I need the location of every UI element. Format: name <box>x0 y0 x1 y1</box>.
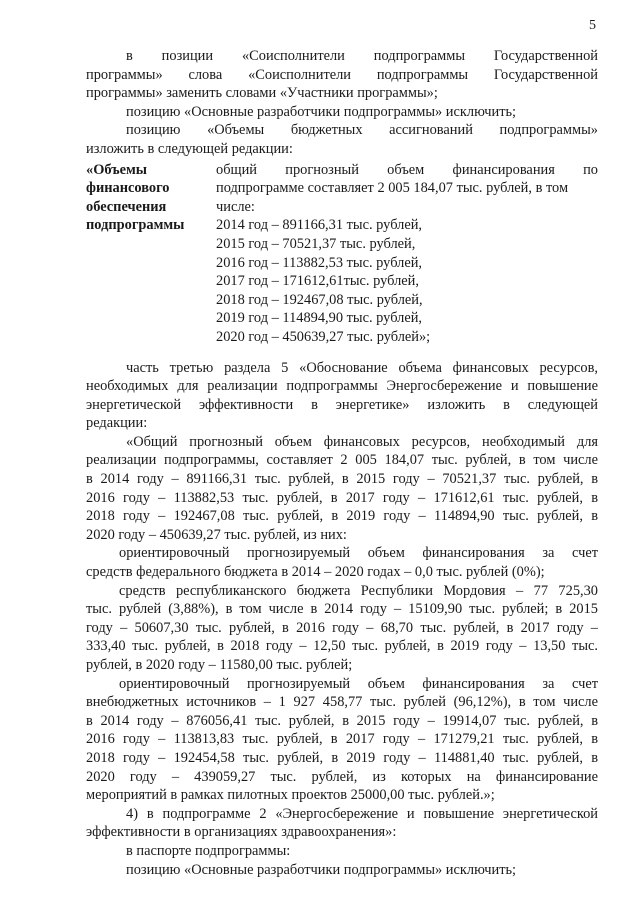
table-value-line: подпрограмме составляет 2 005 184,07 тыс. рублей, в том <box>216 180 569 197</box>
paragraph-line: 333,40 тыс. рублей, в 2018 году – 12,50 тыс. рублей, в 2019 году – 13,50 тыс. <box>86 638 598 655</box>
paragraph-line: необходимых для реализации подпрограммы Энергосбережение и повышение <box>86 378 598 395</box>
document-body <box>86 47 598 879</box>
paragraph-line: энергетической эффективности в энергетике» изложить в следующей <box>86 396 598 413</box>
table-value-line: 2019 год – 114894,90 тыс. рублей, <box>216 310 423 327</box>
intro-section <box>86 47 598 159</box>
table-value-line: 2017 год – 171612,61тыс. рублей, <box>216 273 419 290</box>
paragraph-line: позицию «Объемы бюджетных ассигнований подпрограммы» <box>126 122 598 139</box>
paragraph-line: «Общий прогнозный объем финансовых ресурсов, необходимый для <box>126 433 598 450</box>
paragraph-line: программы» заменить словами «Участники программы»; <box>86 85 438 102</box>
table-value-line: 2014 год – 891166,31 тыс. рублей, <box>216 217 423 234</box>
paragraph-line: ориентировочный прогнозируемый объем финансирования за счет <box>119 545 598 562</box>
paragraph-line: тыс. рублей (3,88%), в том числе в 2014 году – 15109,90 тыс. рублей; в 2015 <box>86 601 598 618</box>
paragraph-line: 2020 году – 450639,27 тыс. рублей, из них: <box>86 526 347 543</box>
paragraph-line: рублей, в 2020 году – 11580,00 тыс. рублей; <box>86 657 353 673</box>
table-label-line: обеспечения <box>86 198 167 215</box>
funding-table-values <box>216 161 598 347</box>
table-label-line: финансового <box>86 180 170 197</box>
paragraph-line: средств федерального бюджета в 2014 – 2020 годах – 0,0 тыс. рублей (0%); <box>86 564 545 581</box>
paragraph-line: внебюджетных источников – 1 927 458,77 тыс. рублей (96,12%), в том числе <box>86 694 598 711</box>
paragraph-line: ориентировочный прогнозируемый объем финансирования за счет <box>119 675 598 692</box>
page-number: 5 <box>589 18 596 33</box>
paragraph-line: в 2014 году – 876056,41 тыс. рублей, в 2015 году – 19914,07 тыс. рублей, в <box>86 712 598 729</box>
table-value-line: 2020 год – 450639,27 тыс. рублей»; <box>216 328 431 345</box>
paragraph-line: мероприятий в рамках пилотных проектов 25000,00 тыс. рублей.»; <box>86 787 495 804</box>
table-value-line: 2016 год – 113882,53 тыс. рублей, <box>216 254 423 271</box>
paragraph-line: реализации подпрограммы, составляет 2 005 184,07 тыс. рублей, в том числе <box>86 452 598 469</box>
paragraph-line: в 2014 году – 891166,31 тыс. рублей, в 2015 году – 70521,37 тыс. рублей, в <box>86 471 598 488</box>
table-label-line: подпрограммы <box>86 217 185 234</box>
paragraph-line: 2018 году – 192467,08 тыс. рублей, в 2019 году – 114894,90 тыс. рублей, в <box>86 508 598 525</box>
paragraph-line: изложить в следующей редакции: <box>86 140 293 157</box>
paragraph-line: 2016 году – 113813,83 тыс. рублей, в 2017 году – 171279,21 тыс. рублей, в <box>86 731 598 748</box>
table-value-line: 2015 год – 70521,37 тыс. рублей, <box>216 235 416 252</box>
paragraph-line: позицию «Основные разработчики подпрограммы» исключить; <box>126 103 517 120</box>
paragraph-line: 2020 году – 439059,27 тыс. рублей, из которых на финансирование <box>86 768 598 785</box>
table-value-line: общий прогнозный объем финансирования по <box>216 161 598 178</box>
paragraph-line: редакции: <box>86 415 148 432</box>
table-value-line: 2018 год – 192467,08 тыс. рублей, <box>216 291 423 308</box>
main-text-section <box>86 359 598 880</box>
paragraph-line: часть третью раздела 5 «Обоснование объема финансовых ресурсов, <box>126 359 598 376</box>
paragraph-line: 2016 году – 113882,53 тыс. рублей, в 2017 году – 171612,61 тыс. рублей, в <box>86 489 598 506</box>
paragraph-line: 2018 году – 192454,58 тыс. рублей, в 2019 году – 114881,40 тыс. рублей, в <box>86 749 598 766</box>
paragraph-line: эффективности в организациях здравоохранения»: <box>86 824 397 841</box>
paragraph-line: программы» слова «Соисполнители подпрограммы Государственной <box>86 66 598 83</box>
paragraph-line: в позиции «Соисполнители подпрограммы Государственной <box>126 48 598 64</box>
paragraph-line: в паспорте подпрограммы: <box>126 842 291 859</box>
paragraph-line: году – 50607,30 тыс. рублей, в 2016 году – 68,70 тыс. рублей, в 2017 году – <box>86 619 598 636</box>
paragraph-line: средств республиканского бюджета Республики Мордовия – 77 725,30 <box>119 582 598 599</box>
funding-table <box>86 161 598 347</box>
paragraph-line: 4) в подпрограмме 2 «Энергосбережение и повышение энергетической <box>126 805 598 822</box>
paragraph-line: позицию «Основные разработчики подпрограммы» исключить; <box>126 861 517 878</box>
table-label-line: «Объемы <box>86 161 148 178</box>
funding-table-label <box>86 161 216 347</box>
table-value-line: числе: <box>216 198 255 215</box>
